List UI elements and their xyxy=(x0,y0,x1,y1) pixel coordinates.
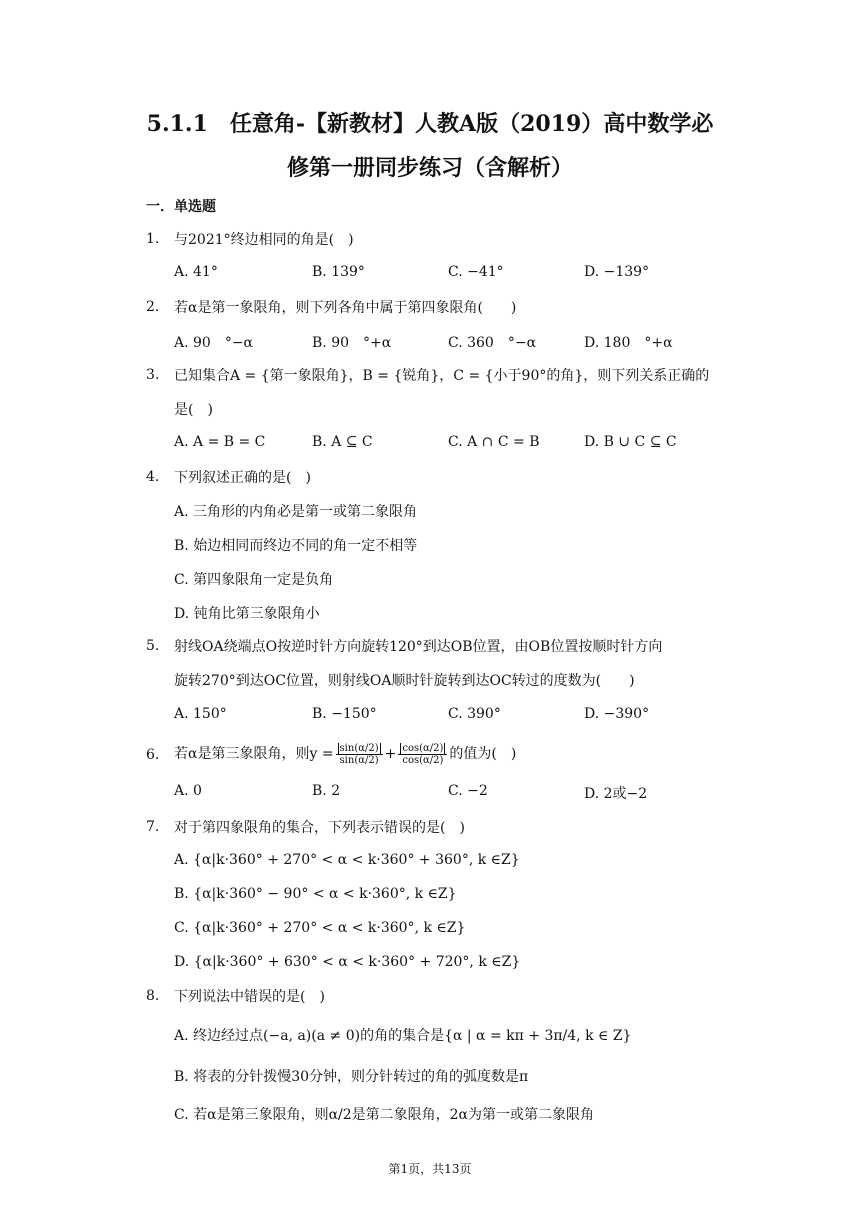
document-title xyxy=(110,102,750,190)
option-c: C. 360 °−α xyxy=(448,335,537,351)
option-a: A. 终边经过点(−a, a)(a ≠ 0)的角的集合是{α | α = kπ + 3π/4, k ∈ Z} xyxy=(174,1028,632,1044)
question-text-line-1: 已知集合A = {第一象限角}，B = {锐角}，C = {小于90°的角}，则下列关系正确的 xyxy=(174,368,710,384)
option-a: A. 90 °−α xyxy=(174,335,254,351)
question-text: 对于第四象限角的集合，下列表示错误的是( ) xyxy=(174,820,465,836)
option-b: B. 2 xyxy=(312,783,341,799)
section-heading: 一．单选题 xyxy=(146,199,216,215)
option-b: B. −150° xyxy=(312,706,377,722)
option-c: C. {α|k·360° + 270° < α < k·360°, k ∈Z} xyxy=(174,920,466,936)
fraction-sin xyxy=(336,743,383,766)
option-d: D. 2或−2 xyxy=(584,786,648,802)
question-number: 3. xyxy=(146,367,160,383)
question-text: 下列叙述正确的是( ) xyxy=(174,470,311,486)
question-number: 5. xyxy=(146,638,160,654)
option-c: C. 第四象限角一定是负角 xyxy=(174,572,334,588)
question-text-line-2: 是( ) xyxy=(174,402,213,418)
fraction-cos-denominator: cos(α/2) xyxy=(402,754,444,766)
fraction-cos xyxy=(398,743,447,766)
option-a: A. 三角形的内角必是第一或第二象限角 xyxy=(174,504,418,520)
question-number: 4. xyxy=(146,469,160,485)
question-text-line-1: 射线OA绕端点O按逆时针方向旋转120°到达OB位置，由OB位置按顺时针方向 xyxy=(174,639,663,655)
question-number: 1. xyxy=(146,231,160,247)
option-b: B. 90 °+α xyxy=(312,335,392,351)
option-c: C. A ∩ C = B xyxy=(448,434,540,450)
option-b: B. A ⊆ C xyxy=(312,434,373,450)
option-c: C. 若α是第三象限角，则α/2是第二象限角，2α为第一或第二象限角 xyxy=(174,1107,595,1123)
title-line-2: 修第一册同步练习（含解析） xyxy=(286,155,573,181)
option-d: D. B ∪ C ⊆ C xyxy=(584,434,677,450)
option-b: B. 始边相同而终边不同的角一定不相等 xyxy=(174,538,418,554)
option-c: C. −2 xyxy=(448,783,488,799)
option-c: C. −41° xyxy=(448,264,504,280)
fraction-sin-denominator: sin(α/2) xyxy=(339,754,379,766)
option-a: A. A = B = C xyxy=(174,434,266,450)
option-d: D. 钝角比第三象限角小 xyxy=(174,606,320,622)
option-b: B. {α|k·360° − 90° < α < k·360°, k ∈Z} xyxy=(174,886,457,902)
question-number: 8. xyxy=(146,988,160,1004)
question-text-prefix: 若α是第三象限角，则y = xyxy=(174,746,334,762)
question-text-line-2: 旋转270°到达OC位置，则射线OA顺时针旋转到达OC转过的度数为( ) xyxy=(174,673,635,689)
question-number: 6. xyxy=(146,747,160,763)
option-a: A. 0 xyxy=(174,783,202,799)
question-text: 与2021°终边相同的角是( ) xyxy=(174,232,354,248)
option-b: B. 将表的分针拨慢30分钟，则分针转过的角的弧度数是π xyxy=(174,1069,529,1085)
option-a: A. 150° xyxy=(174,706,227,722)
option-d: D. {α|k·360° + 630° < α < k·360° + 720°, k ∈Z} xyxy=(174,954,521,970)
fraction-cos-numerator: cos(α/2) xyxy=(402,742,444,754)
option-a: A. 41° xyxy=(174,264,218,280)
page-footer: 第1页，共13页 xyxy=(388,1162,472,1176)
option-d: D. −390° xyxy=(584,706,650,722)
option-c: C. 390° xyxy=(448,706,501,722)
question-number: 7. xyxy=(146,819,160,835)
option-d: D. 180 °+α xyxy=(584,335,673,351)
option-d: D. −139° xyxy=(584,264,650,280)
question-text: 下列说法中错误的是( ) xyxy=(174,989,325,1005)
question-text: 若α是第三象限角，则y = $\frac{\sin(\alpha/2)}{\sin(\alpha/2)}$ + $\frac{\cos(\alpha/2)}{\cos(\alpha/2)}$ 的值为( ) xyxy=(174,742,517,766)
title-line-1: 5.1.1 任意角-【新教材】人教A版（2019）高中数学必 xyxy=(146,111,714,137)
option-b: B. 139° xyxy=(312,264,365,280)
question-text: 若α是第一象限角，则下列各角中属于第四象限角( ) xyxy=(174,300,517,316)
fraction-sin-numerator: sin(α/2) xyxy=(339,742,379,754)
question-text-suffix: 的值为( ) xyxy=(449,746,517,762)
option-a: A. {α|k·360° + 270° < α < k·360° + 360°, k ∈Z} xyxy=(174,852,520,868)
question-number: 2. xyxy=(146,299,160,315)
